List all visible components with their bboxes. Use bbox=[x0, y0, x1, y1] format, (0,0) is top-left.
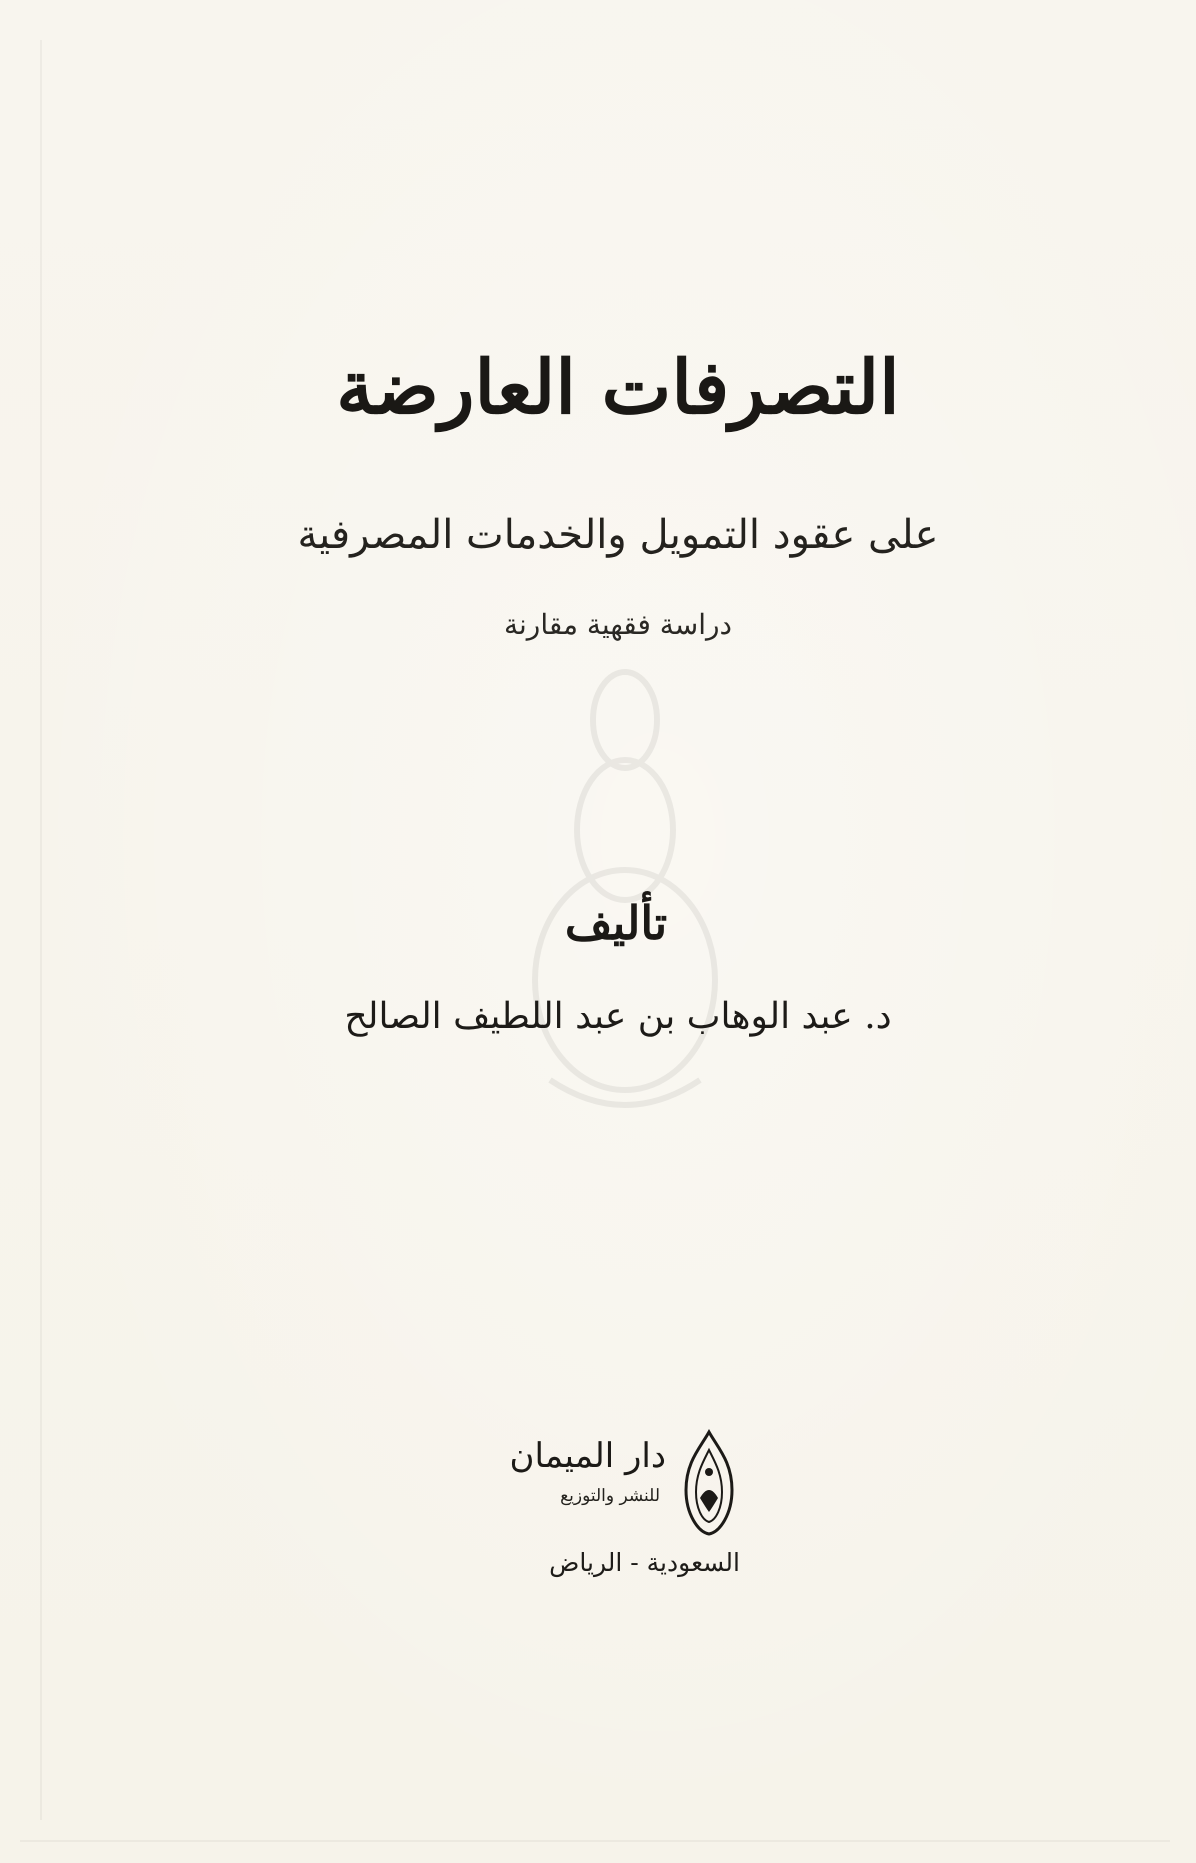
publisher-location: السعودية - الرياض bbox=[549, 1548, 740, 1577]
publisher-block bbox=[509, 1428, 740, 1598]
book-subtitle: على عقود التمويل والخدمات المصرفية bbox=[297, 512, 939, 558]
book-title: التصرفات العارضة bbox=[336, 345, 900, 431]
author-name: د. عبد الوهاب بن عبد اللطيف الصالح bbox=[344, 996, 892, 1037]
author-heading: تأليف bbox=[564, 896, 668, 950]
book-tagline: دراسة فقهية مقارنة bbox=[504, 608, 732, 641]
publisher-name: دار الميمان bbox=[509, 1436, 666, 1476]
page-shadow-bottom bbox=[20, 1840, 1170, 1842]
publisher-seal-icon bbox=[678, 1428, 740, 1538]
publisher-subtitle: للنشر والتوزيع bbox=[560, 1486, 660, 1506]
